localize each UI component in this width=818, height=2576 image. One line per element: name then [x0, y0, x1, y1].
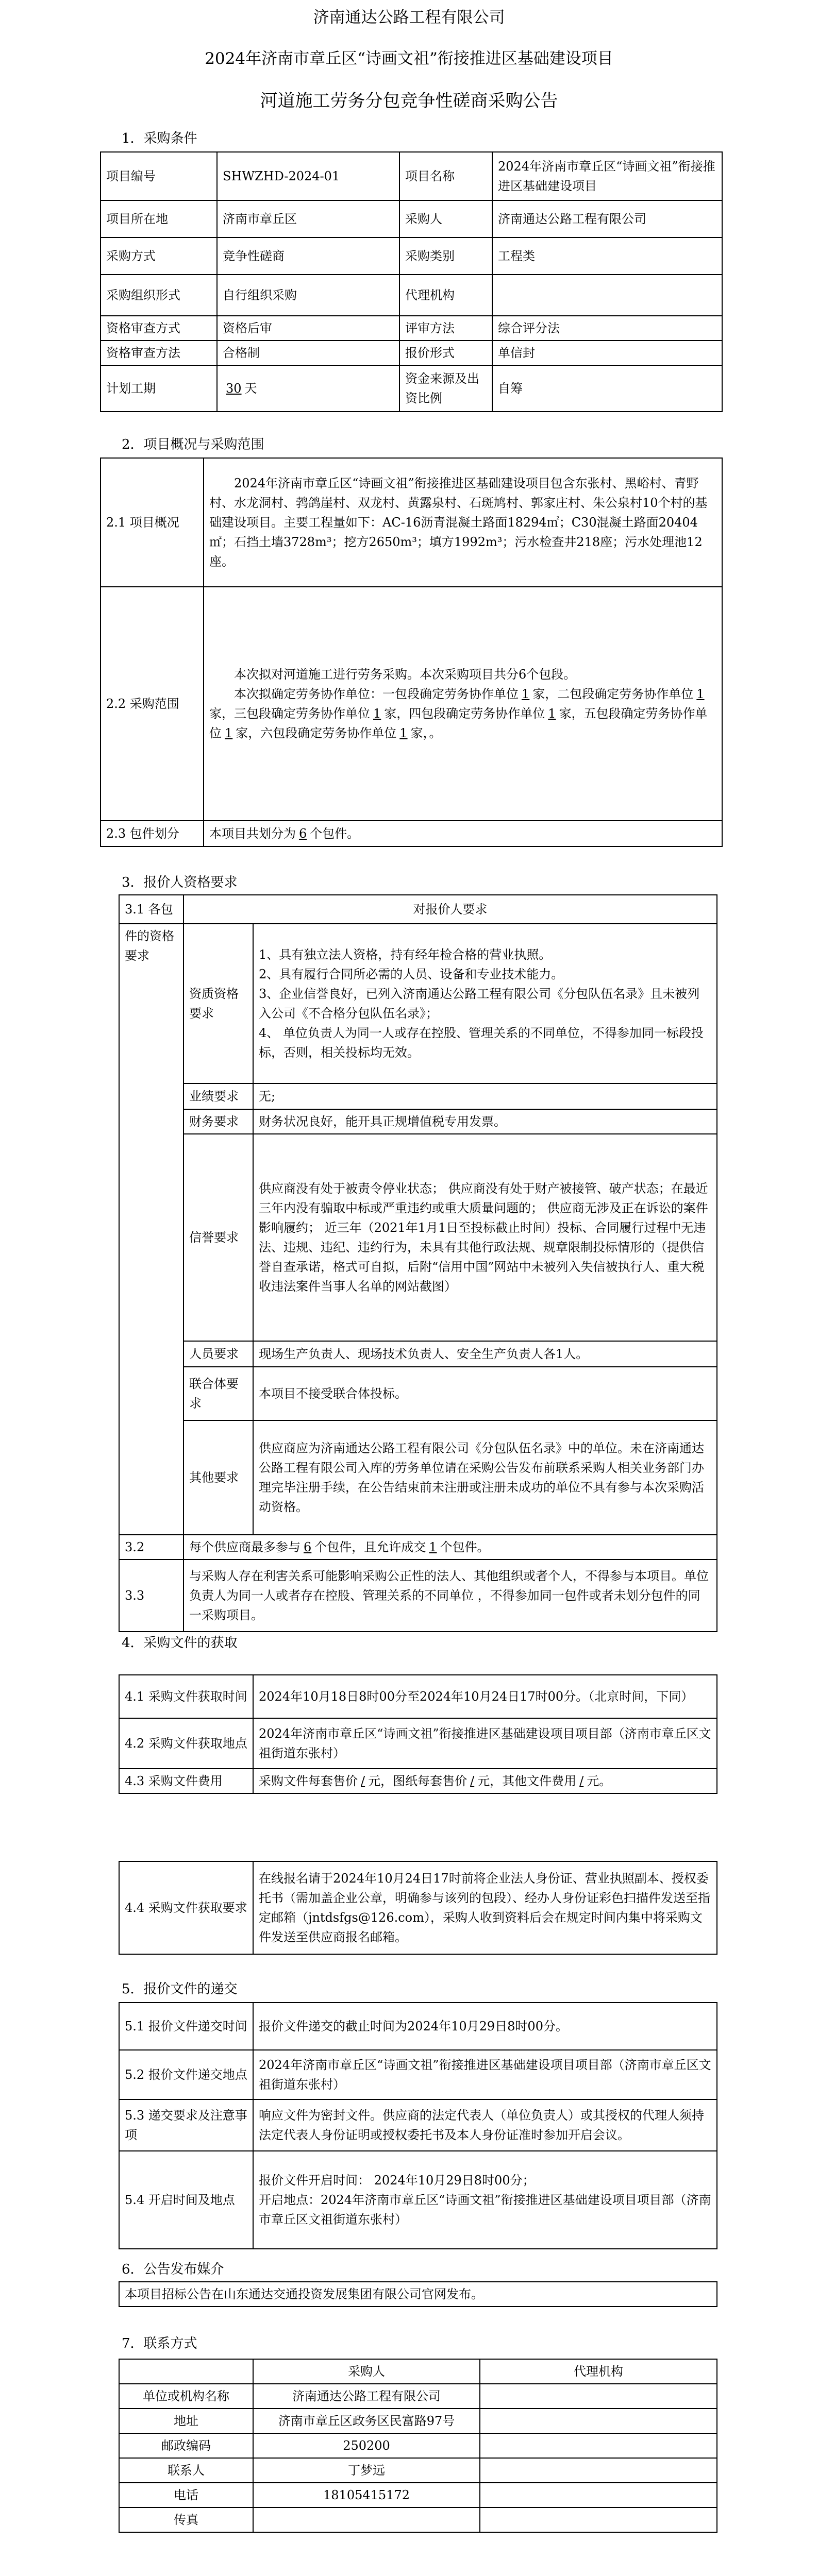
value-cell: [253, 2507, 480, 2532]
value-cell: 2024年济南市章丘区“诗画文祖”衔接推进区基础建设项目项目部（济南市章丘区文祖街道东张村）: [253, 1718, 717, 1769]
procurement-conditions-table: [100, 151, 723, 412]
document-acquisition-table: [119, 1674, 717, 1794]
value-cell: 本项目招标公告在山东通达交通投资发展集团有限公司官网发布。: [119, 2282, 717, 2307]
value-cell: [492, 275, 722, 316]
value-cell: 采购文件每套售价 / 元，图纸每套售价 / 元，其他文件费用 / 元。: [253, 1769, 717, 1793]
value-cell: 本项目不接受联合体投标。: [253, 1367, 717, 1420]
table-row: [101, 458, 722, 587]
value-cell: 响应文件为密封文件。供应商的法定代表人（单位负责人）或其授权的代理人须持法定代表人身份证明或授权委托书及本人身份证准时参加开启会议。: [253, 2099, 717, 2151]
value-cell: 合格制: [217, 341, 399, 365]
table-row: [101, 275, 722, 316]
table-row: [119, 1341, 717, 1367]
label-cell: 邮政编码: [119, 2433, 253, 2458]
value-cell: [217, 365, 399, 412]
table-row: [119, 1083, 717, 1109]
table-row: [119, 1109, 717, 1134]
table-row: [101, 238, 722, 275]
section-6-heading: 6．公告发布媒介: [122, 2262, 224, 2277]
qualification-list: [253, 924, 717, 1083]
value-cell: 每个供应商最多参与 6 个包件，且允许成交 1 个包件。: [183, 1535, 717, 1560]
value-cell: 财务状况良好，能开具正规增值税专用发票。: [253, 1109, 717, 1134]
table-row: [119, 2507, 717, 2532]
label-cell: 5.2 报价文件递交地点: [119, 2050, 253, 2099]
value-cell: 资格后审: [217, 316, 399, 341]
label-cell: 2.3 包件划分: [101, 821, 204, 846]
table-row: [101, 316, 722, 341]
value-cell: 供应商应为济南通达公路工程有限公司《分包队伍名录》中的单位。未在济南通达公路工程有限公司入库的劳务单位请在采购公告发布前联系采购人相关业务部门办理完毕注册手续，在公告结束前未注册或注册未成功的单位不具有参与本次采购活动资格。: [253, 1420, 717, 1535]
label-cell: 评审方法: [399, 316, 492, 341]
label-cell: 传真: [119, 2507, 253, 2532]
value-cell: 在线报名请于2024年10月24日17时前将企业法人身份证、营业执照副本、授权委托书（需加盖企业公章，明确参与该列的包段）、经办人身份证彩色扫描件发送至指定邮箱（jntdsfgs@126.com），采购人收到资料后会在规定时间内集中将采购文件发送至供应商报名邮箱。: [253, 1861, 717, 1954]
contact-table: [119, 2359, 717, 2533]
section-7-heading: 7．联系方式: [122, 2336, 197, 2351]
value-cell: 自行组织采购: [217, 275, 399, 316]
media-table: [119, 2281, 717, 2307]
label-cell: 财务要求: [183, 1109, 253, 1134]
section-3-heading: 3．报价人资格要求: [122, 875, 238, 890]
label-cell: 3.3: [119, 1560, 183, 1632]
table-row: [119, 2458, 717, 2483]
acquisition-requirements-table: [119, 1861, 717, 1955]
label-cell: 采购方式: [101, 238, 217, 275]
section-1-heading: 1．采购条件: [122, 131, 197, 146]
label-cell: 计划工期: [101, 365, 217, 412]
label-cell: 人员要求: [183, 1341, 253, 1367]
label-cell: 单位或机构名称: [119, 2384, 253, 2409]
value-cell: 济南市章丘区: [217, 200, 399, 238]
table-row: [119, 1420, 717, 1535]
outer-label-cell: 件的资格要求: [119, 924, 183, 1535]
table-row: [119, 2003, 717, 2050]
period-value: 30: [226, 381, 242, 396]
table-row: [119, 1535, 717, 1560]
table-row: [119, 2359, 717, 2384]
table-row: [119, 2433, 717, 2458]
header-cell: 代理机构: [480, 2359, 717, 2384]
label-cell: 电话: [119, 2483, 253, 2507]
list-item: 3、企业信誉良好，已列入济南通达公路工程有限公司《分包队伍名录》且未被列入公司《不合格分包队伍名录》；: [259, 987, 700, 1021]
value-cell: 2024年济南市章丘区“诗画文祖”衔接推进区基础建设项目: [492, 152, 722, 200]
label-cell: 其他要求: [183, 1420, 253, 1535]
label-cell: 4.4 采购文件获取要求: [119, 1861, 253, 1954]
label-cell: 3.2: [119, 1535, 183, 1560]
table-row: [119, 1718, 717, 1769]
label-cell: 2.2 采购范围: [101, 587, 204, 821]
label-cell: 业绩要求: [183, 1083, 253, 1109]
header-cell: 3.1 各包: [119, 895, 183, 924]
label-cell: 资金来源及出资比例: [399, 365, 492, 412]
label-cell: 资格审查方式: [101, 316, 217, 341]
list-item: 1、具有独立法人资格，持有经年检合格的营业执照。: [259, 947, 552, 962]
table-row: [119, 1769, 717, 1793]
label-cell: 资质资格要求: [183, 924, 253, 1083]
value-cell: 济南通达公路工程有限公司: [253, 2384, 480, 2409]
value-cell: 丁梦远: [253, 2458, 480, 2483]
section-5-heading: 5．报价文件的递交: [122, 1981, 238, 1997]
opening-location: 开启地点：2024年济南市章丘区“诗画文祖”衔接推进区基础建设项目项目部（济南市章丘区文祖街道东张村）: [259, 2193, 711, 2227]
label-cell: 资格审查方法: [101, 341, 217, 365]
value-cell: 济南市章丘区政务区民富路97号: [253, 2409, 480, 2433]
overview-text: 2024年济南市章丘区“诗画文祖”衔接推进区基础建设项目包含东张村、黑峪村、青野村、水龙洞村、鹁鸽崖村、双龙村、黄露泉村、石斑鸠村、郭家庄村、朱公泉村10个村的基础建设项目。主要工程量如下：AC-16沥青混凝土路面18294㎡；C30混凝土路面20404㎡；石挡土墙3728m³；挖方2650m³；填方1992m³；污水检查井218座；污水处理池12座。: [204, 458, 722, 587]
value-cell: 工程类: [492, 238, 722, 275]
table-row: [119, 2050, 717, 2099]
label-cell: 采购组织形式: [101, 275, 217, 316]
value-cell: 2024年10月18日8时00分至2024年10月24日17时00分。（北京时间，下同）: [253, 1675, 717, 1718]
label-cell: 2.1 项目概况: [101, 458, 204, 587]
table-row: [101, 341, 722, 365]
label-cell: 采购人: [399, 200, 492, 238]
table-row: [119, 2282, 717, 2307]
project-overview-table: [100, 457, 723, 847]
value-cell: 供应商没有处于被责令停业状态； 供应商没有处于财产被接管、破产状态；在最近三年内没有骗取中标或严重违约或重大质量问题的； 供应商无涉及正在诉讼的案件影响履约； 近三年（2021年1月1日至投标截止时间）投标、合同履行过程中无违法、违规、违纪、违约行为，未具有其他行政法规、规章限制投标情形的（提供信誉自查承诺，格式可自拟，后附“信用中国”网站中未被列入失信被执行人、重大税收违法案件当事人名单的网站截图）: [253, 1134, 717, 1341]
table-row: [119, 1134, 717, 1341]
value-cell: 2024年济南市章丘区“诗画文祖”衔接推进区基础建设项目项目部（济南市章丘区文祖街道东张村）: [253, 2050, 717, 2099]
value-cell: 综合评分法: [492, 316, 722, 341]
label-cell: 4.1 采购文件获取时间: [119, 1675, 253, 1718]
table-row: [119, 2099, 717, 2151]
value-cell: SHWZHD-2024-01: [217, 152, 399, 200]
table-row: [101, 587, 722, 821]
bidder-qualification-table: [119, 894, 717, 1632]
label-cell: 联合体要求: [183, 1367, 253, 1420]
list-item: 2、具有履行合同所必需的人员、设备和专业技术能力。: [259, 967, 564, 981]
period-unit: 天: [244, 381, 257, 396]
label-cell: 5.1 报价文件递交时间: [119, 2003, 253, 2050]
label-cell: 项目名称: [399, 152, 492, 200]
value-cell: 济南通达公路工程有限公司: [492, 200, 722, 238]
value-cell: 现场生产负责人、现场技术负责人、安全生产负责人各1人。: [253, 1341, 717, 1367]
value-cell: 竞争性磋商: [217, 238, 399, 275]
project-title: 2024年济南市章丘区“诗画文祖”衔接推进区基础建设项目: [205, 49, 613, 68]
header-cell: 对报价人要求: [183, 895, 717, 924]
value-cell: 250200: [253, 2433, 480, 2458]
label-cell: 项目编号: [101, 152, 217, 200]
label-cell: 4.2 采购文件获取地点: [119, 1718, 253, 1769]
table-row: [119, 924, 717, 1083]
label-cell: 地址: [119, 2409, 253, 2433]
label-cell: 5.4 开启时间及地点: [119, 2151, 253, 2249]
label-cell: 项目所在地: [101, 200, 217, 238]
value-cell: 自筹: [492, 365, 722, 412]
section-2-heading: 2．项目概况与采购范围: [122, 437, 264, 452]
value-cell: 单信封: [492, 341, 722, 365]
submission-table: [119, 2002, 717, 2249]
table-row: [119, 1861, 717, 1954]
label-cell: 5.3 递交要求及注意事项: [119, 2099, 253, 2151]
table-row: [119, 895, 717, 924]
company-title: 济南通达公路工程有限公司: [313, 8, 505, 27]
table-row: [119, 2409, 717, 2433]
value-cell: [253, 2151, 717, 2249]
table-row: [119, 2151, 717, 2249]
label-cell: 报价形式: [399, 341, 492, 365]
value-cell: 与采购人存在利害关系可能影响采购公正性的法人、其他组织或者个人，不得参与本项目。单位负责人为同一人或者存在控股、管理关系的不同单位 ，不得参加同一包件或者未划分包件的同一采购项目。: [183, 1560, 717, 1632]
label-cell: 信誉要求: [183, 1134, 253, 1341]
opening-time: 报价文件开启时间： 2024年10月29日8时00分；: [259, 2173, 535, 2188]
label-cell: 采购类别: [399, 238, 492, 275]
table-row: [119, 1675, 717, 1718]
table-row: [119, 2384, 717, 2409]
label-cell: 联系人: [119, 2458, 253, 2483]
section-4-heading: 4．采购文件的获取: [122, 1635, 238, 1651]
scope-paragraph-2: 本次拟确定劳务协作单位：一包段确定劳务协作单位 1 家，二包段确定劳务协作单位 1家，三包段确定劳务协作单位 1 家，四包段确定劳务协作单位 1 家，五包段确定劳务协作单位 1 家，六包段确定劳务协作单位 1 家，。: [209, 687, 708, 740]
table-row: [101, 152, 722, 200]
list-item: 4、 单位负责人为同一人或存在控股、管理关系的不同单位，不得参加同一标段投标，否则，相关投标均无效。: [259, 1026, 704, 1060]
table-row: [101, 365, 722, 412]
value-cell: 报价文件递交的截止时间为2024年10月29日8时00分。: [253, 2003, 717, 2050]
scope-paragraph-1: 本次拟对河道施工进行劳务采购。本次采购项目共分6个包段。: [234, 667, 576, 682]
scope-cell: [204, 587, 722, 821]
value-cell: 本项目共划分为 6 个包件。: [204, 821, 722, 846]
label-cell: 代理机构: [399, 275, 492, 316]
header-cell: 采购人: [253, 2359, 480, 2384]
table-row: [119, 1367, 717, 1420]
table-row: [101, 821, 722, 846]
label-cell: 4.3 采购文件费用: [119, 1769, 253, 1793]
notice-title: 河道施工劳务分包竞争性磋商采购公告: [260, 91, 558, 111]
table-row: [119, 1560, 717, 1632]
value-cell: 无;: [253, 1083, 717, 1109]
value-cell: 18105415172: [253, 2483, 480, 2507]
table-row: [119, 2483, 717, 2507]
table-row: [101, 200, 722, 238]
